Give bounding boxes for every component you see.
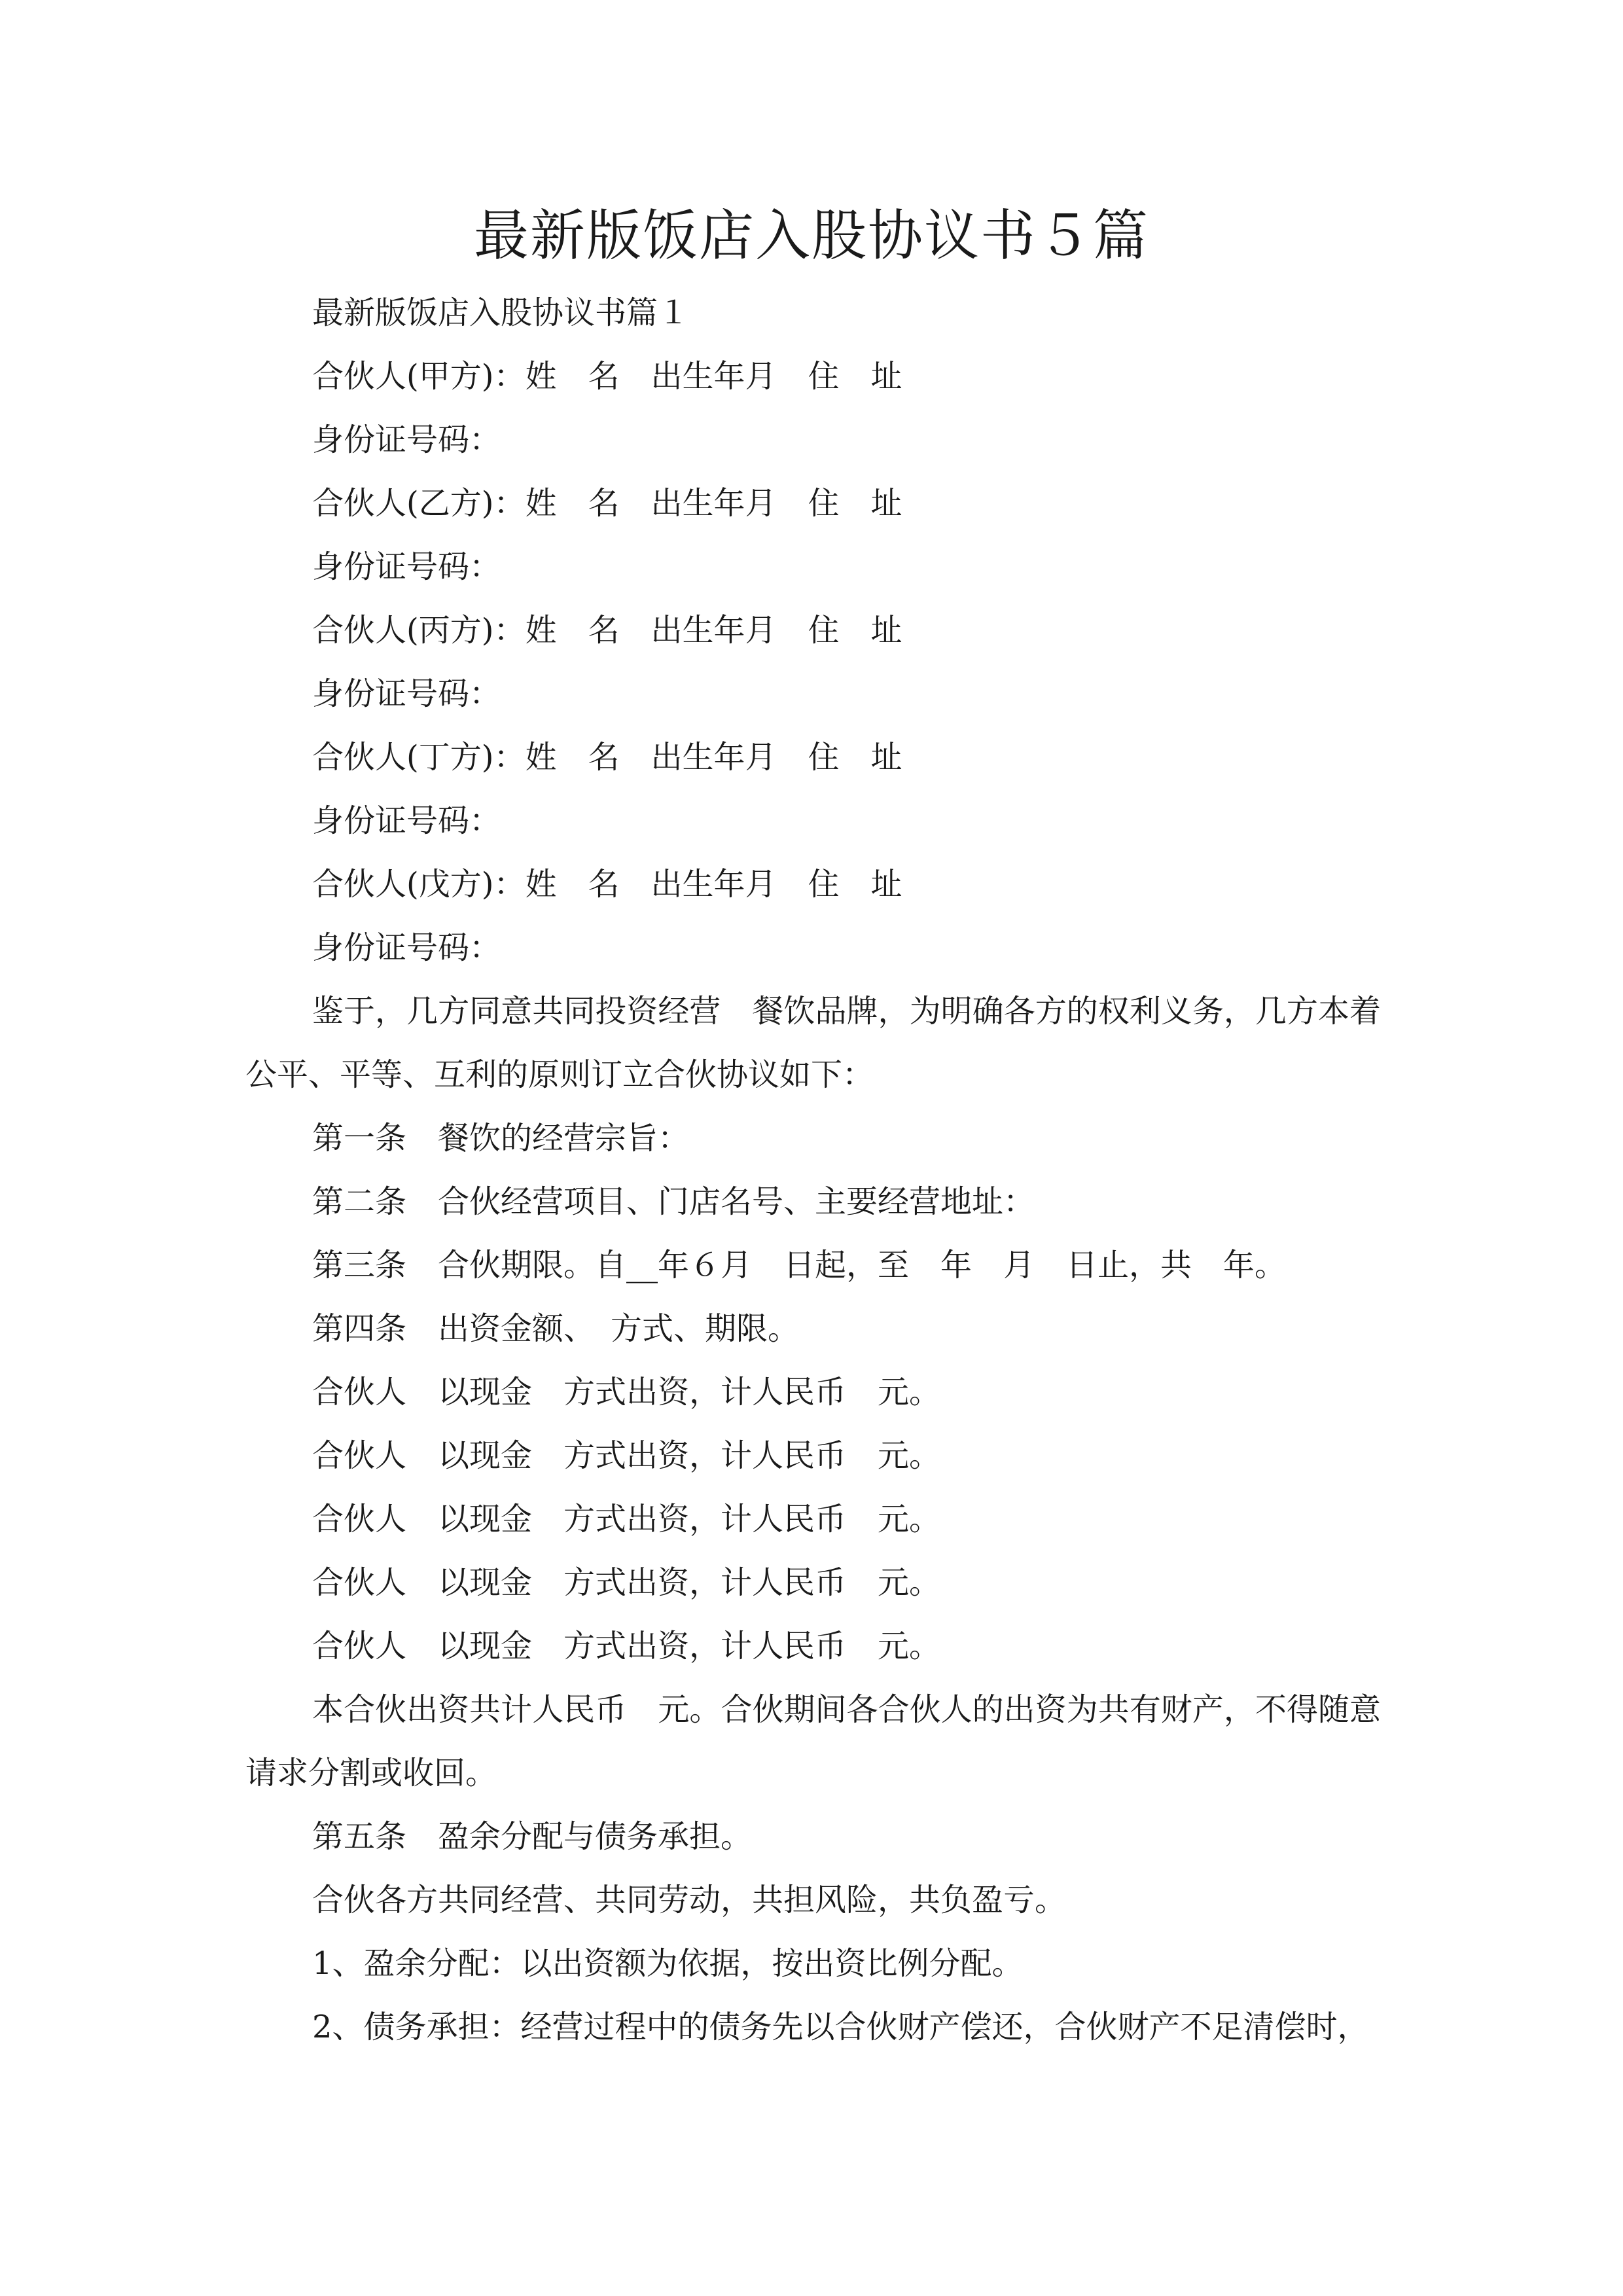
section-heading: 最新版饭店入股协议书篇１ xyxy=(312,295,690,331)
document-body xyxy=(245,281,1381,2059)
preamble-paragraph: 鉴于，几方同意共同投资经营 餐饮品牌，为明确各方的权利义务，几方本着公平、平等、互利的原则订立合伙协议如下： xyxy=(245,993,1381,1093)
contribution-line: 合伙人 以现金 方式出资，计人民币 元。 xyxy=(312,1374,941,1410)
article-5: 第五条 盈余分配与债务承担。 xyxy=(312,1818,753,1855)
article-4: 第四条 出资金额、 方式、期限。 xyxy=(312,1310,800,1347)
partner-a-id-line: 身份证号码： xyxy=(312,422,501,458)
partner-b-id-line: 身份证号码： xyxy=(312,548,501,585)
partner-c-line: 合伙人(丙方)：姓 名 出生年月 住 址 xyxy=(312,612,902,649)
article-1: 第一条 餐饮的经营宗旨： xyxy=(312,1120,690,1157)
contribution-line: 合伙人 以现金 方式出资，计人民币 元。 xyxy=(312,1501,941,1537)
contribution-line: 合伙人 以现金 方式出资，计人民币 元。 xyxy=(312,1437,941,1474)
partner-a-line: 合伙人(甲方)：姓 名 出生年月 住 址 xyxy=(312,358,902,395)
partner-b-line: 合伙人(乙方)：姓 名 出生年月 住 址 xyxy=(312,485,902,522)
partner-c-id-line: 身份证号码： xyxy=(312,675,501,712)
debt-bearing-line: 2、债务承担：经营过程中的债务先以合伙财产偿还，合伙财产不足清偿时， xyxy=(312,2009,1369,2045)
partner-e-id-line: 身份证号码： xyxy=(312,929,501,966)
total-contribution-paragraph: 本合伙出资共计人民币 元。合伙期间各合伙人的出资为共有财产，不得随意请求分割或收回。 xyxy=(245,1691,1381,1791)
risk-sharing-line: 合伙各方共同经营、共同劳动，共担风险，共负盈亏。 xyxy=(312,1882,1067,1918)
article-3: 第三条 合伙期限。自__年６月 日起，至 年 月 日止，共 年。 xyxy=(312,1247,1287,1283)
article-2: 第二条 合伙经营项目、门店名号、主要经营地址： xyxy=(312,1183,1035,1220)
contribution-line: 合伙人 以现金 方式出资，计人民币 元。 xyxy=(312,1564,941,1601)
partner-d-id-line: 身份证号码： xyxy=(312,802,501,839)
profit-distribution-line: 1、盈余分配：以出资额为依据，按出资比例分配。 xyxy=(312,1945,1024,1982)
contribution-line: 合伙人 以现金 方式出资，计人民币 元。 xyxy=(312,1628,941,1664)
document-title: 最新版饭店入股协议书５篇 xyxy=(473,204,1149,268)
partner-e-line: 合伙人(戊方)：姓 名 出生年月 住 址 xyxy=(312,866,902,903)
partner-d-line: 合伙人(丁方)：姓 名 出生年月 住 址 xyxy=(312,739,902,776)
